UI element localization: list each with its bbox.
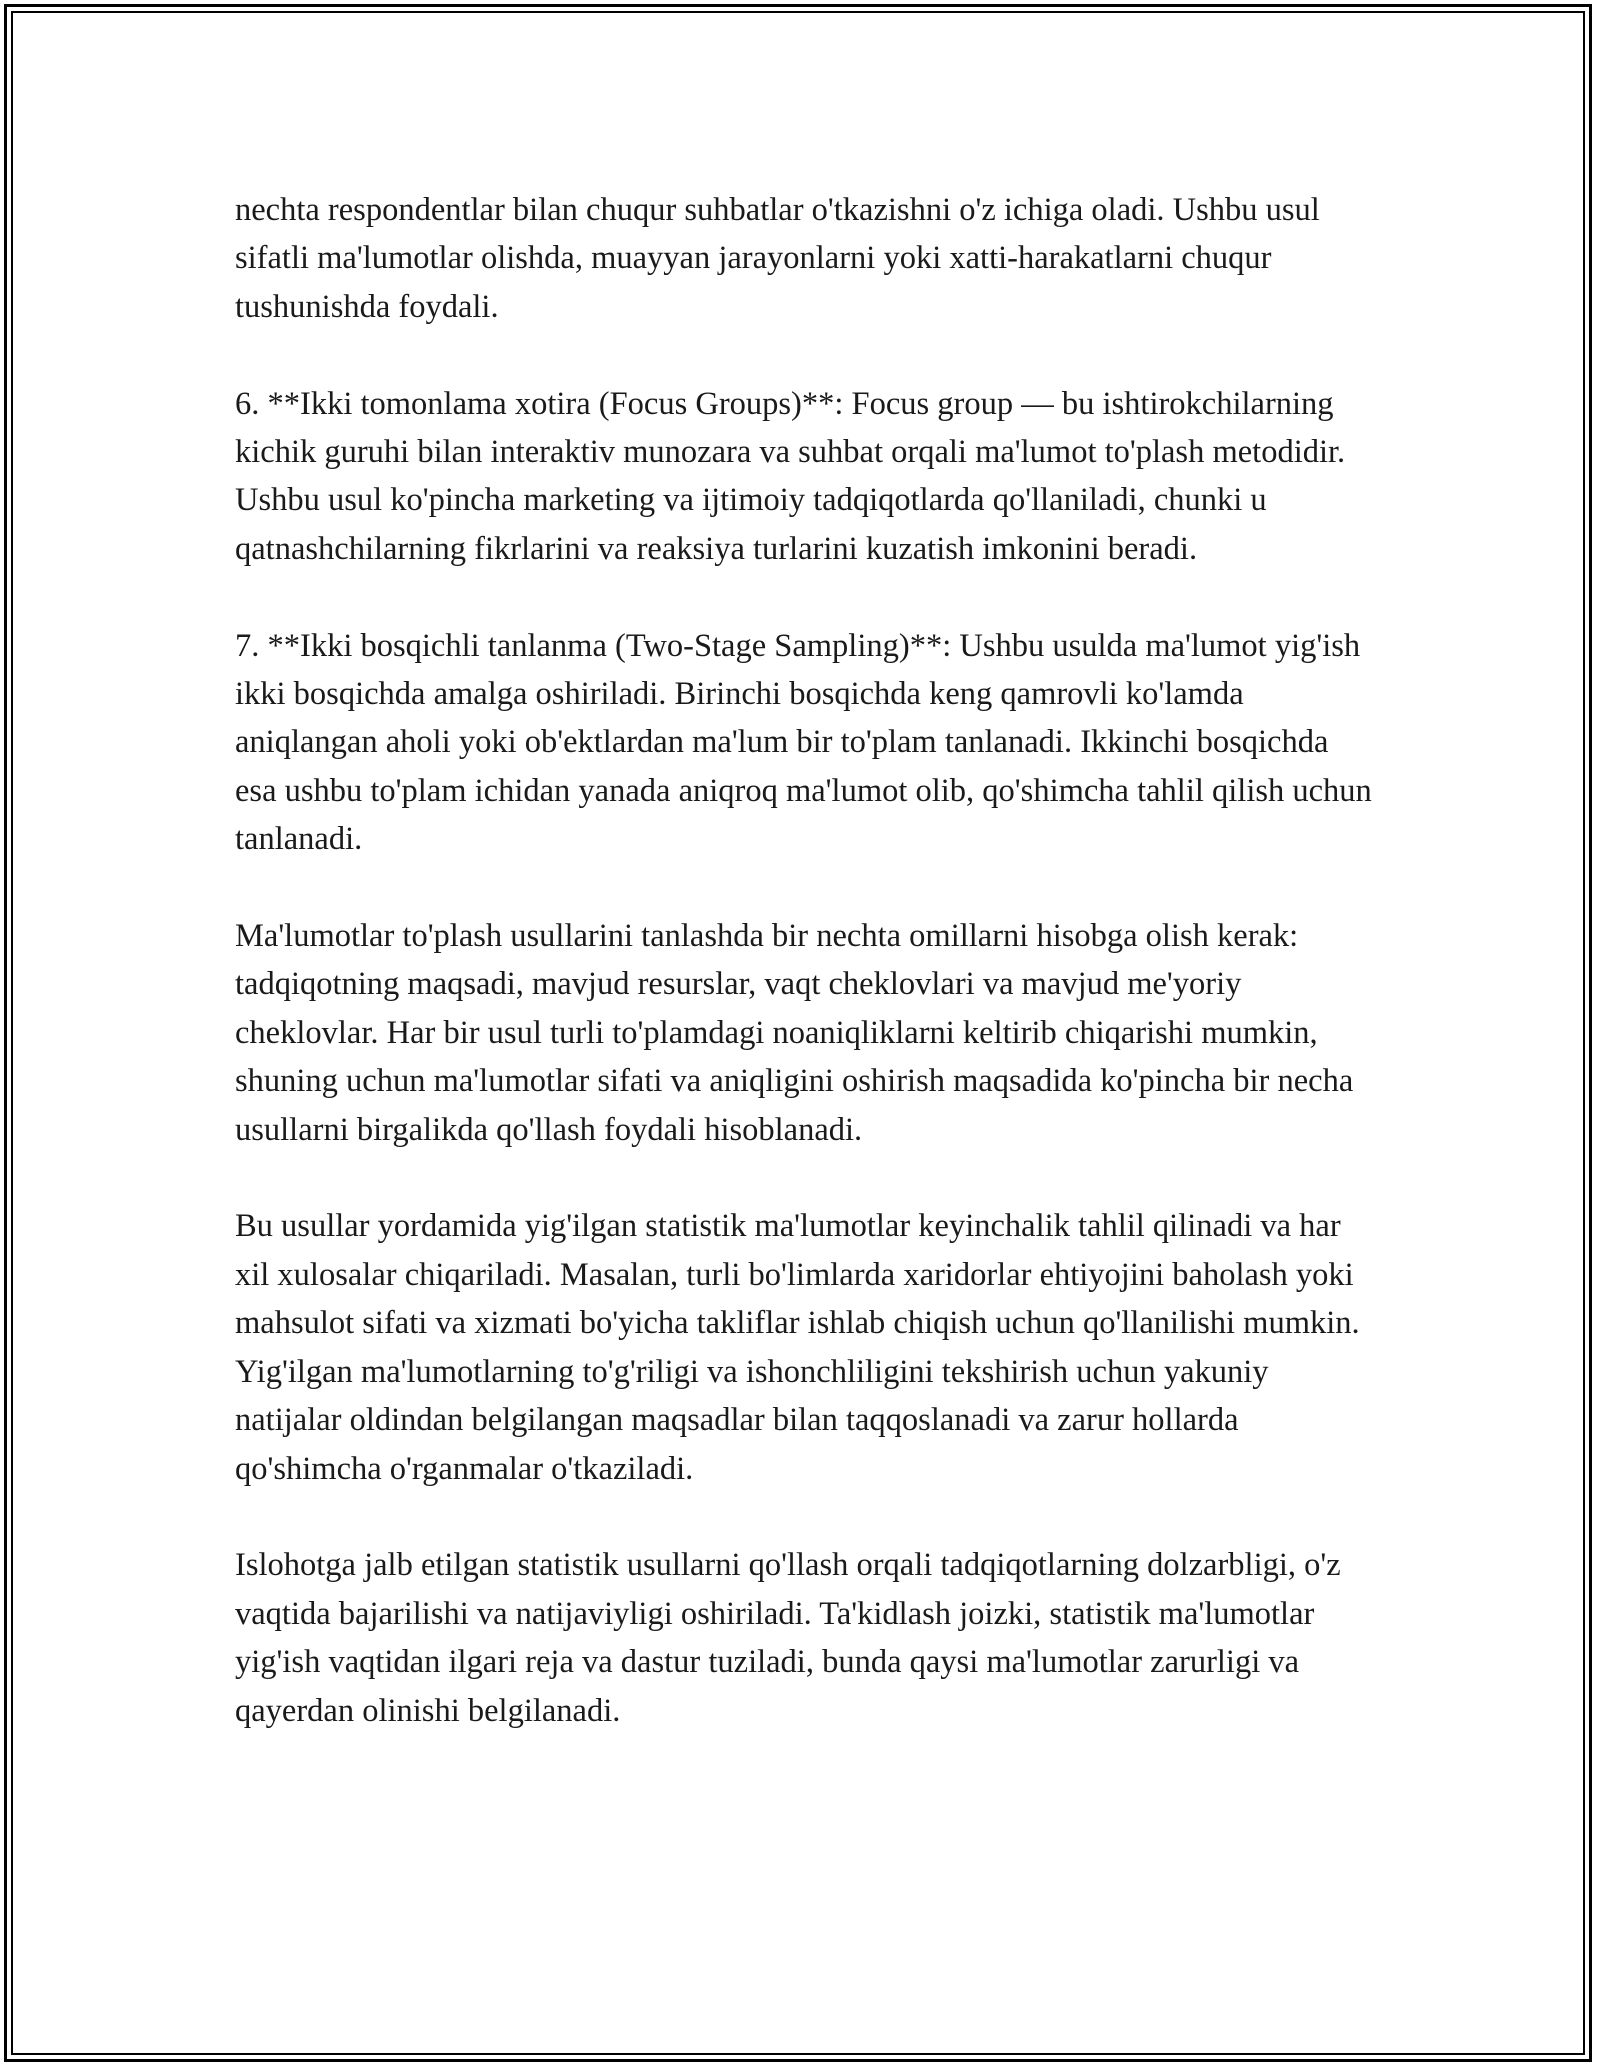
paragraph-data-analysis: Bu usullar yordamida yig'ilgan statistik ma'lumotlar keyinchalik tahlil qilinadi va har xil xulosalar chiqariladi. Masalan, turli bo'limlarda xaridorlar ehtiyojini baholash yoki mahsulot sifati va xizmati bo'yicha takliflar ishlab chiqish uchun qo'llanilishi mumkin. Yig'ilgan ma'lumotlarning to'g'riligi va ishonchliligini tekshirish uchun yakuniy natijalar oldindan belgilangan maqsadlar bilan taqqoslanadi va zarur hollarda qo'shimcha o'rganmalar o'tkaziladi. (235, 1208, 1360, 1487)
paragraph-focus-groups: 6. **Ikki tomonlama xotira (Focus Groups)**: Focus group — bu ishtirokchilarning kichik guruhi bilan interaktiv munozara va suhbat orqali ma'lumot to'plash metodidir. Ushbu usul ko'pincha marketing va ijtimoiy tadqiqotlarda qo'llaniladi, chunki u qatnashchilarning fikrlarini va reaksiya turlarini kuzatish imkonini beradi. (235, 385, 1346, 567)
paragraph-interviews-continued: nechta respondentlar bilan chuqur suhbatlar o'tkazishni o'z ichiga oladi. Ushbu usul sifatli ma'lumotlar olishda, muayyan jarayonlarni yoki xatti-harakatlarni chuqur tushunishda foydali. (235, 192, 1320, 325)
paragraph-method-selection: Ma'lumotlar to'plash usullarini tanlashda bir nechta omillarni hisobga olish kerak: tadqiqotning maqsadi, mavjud resurslar, vaqt cheklovlari va mavjud me'yoriy cheklovlar. Har bir usul turli to'plamdagi noaniqliklarni keltirib chiqarishi mumkin, shuning uchun ma'lumotlar sifati va aniqligini oshirish maqsadida ko'pincha bir necha usullarni birgalikda qo'llash foydali hisoblanadi. (235, 918, 1354, 1148)
document-body (235, 186, 1375, 1783)
paragraph-reform-conclusion: Islohotga jalb etilgan statistik usullarni qo'llash orqali tadqiqotlarning dolzarbligi, o'z vaqtida bajarilishi va natijaviyligi oshiriladi. Ta'kidlash joizki, statistik ma'lumotlar yig'ish vaqtidan ilgari reja va dastur tuziladi, bunda qaysi ma'lumotlar zarurligi va qayerdan olinishi belgilanadi. (235, 1547, 1341, 1729)
paragraph-two-stage-sampling: 7. **Ikki bosqichli tanlanma (Two-Stage Sampling)**: Ushbu usulda ma'lumot yig'ish ikki bosqichda amalga oshiriladi. Birinchi bosqichda keng qamrovli ko'lamda aniqlangan aholi yoki ob'ektlardan ma'lum bir to'plam tanlanadi. Ikkinchi bosqichda esa ushbu to'plam ichidan yanada aniqroq ma'lumot olib, qo'shimcha tahlil qilish uchun tanlanadi. (235, 627, 1372, 858)
